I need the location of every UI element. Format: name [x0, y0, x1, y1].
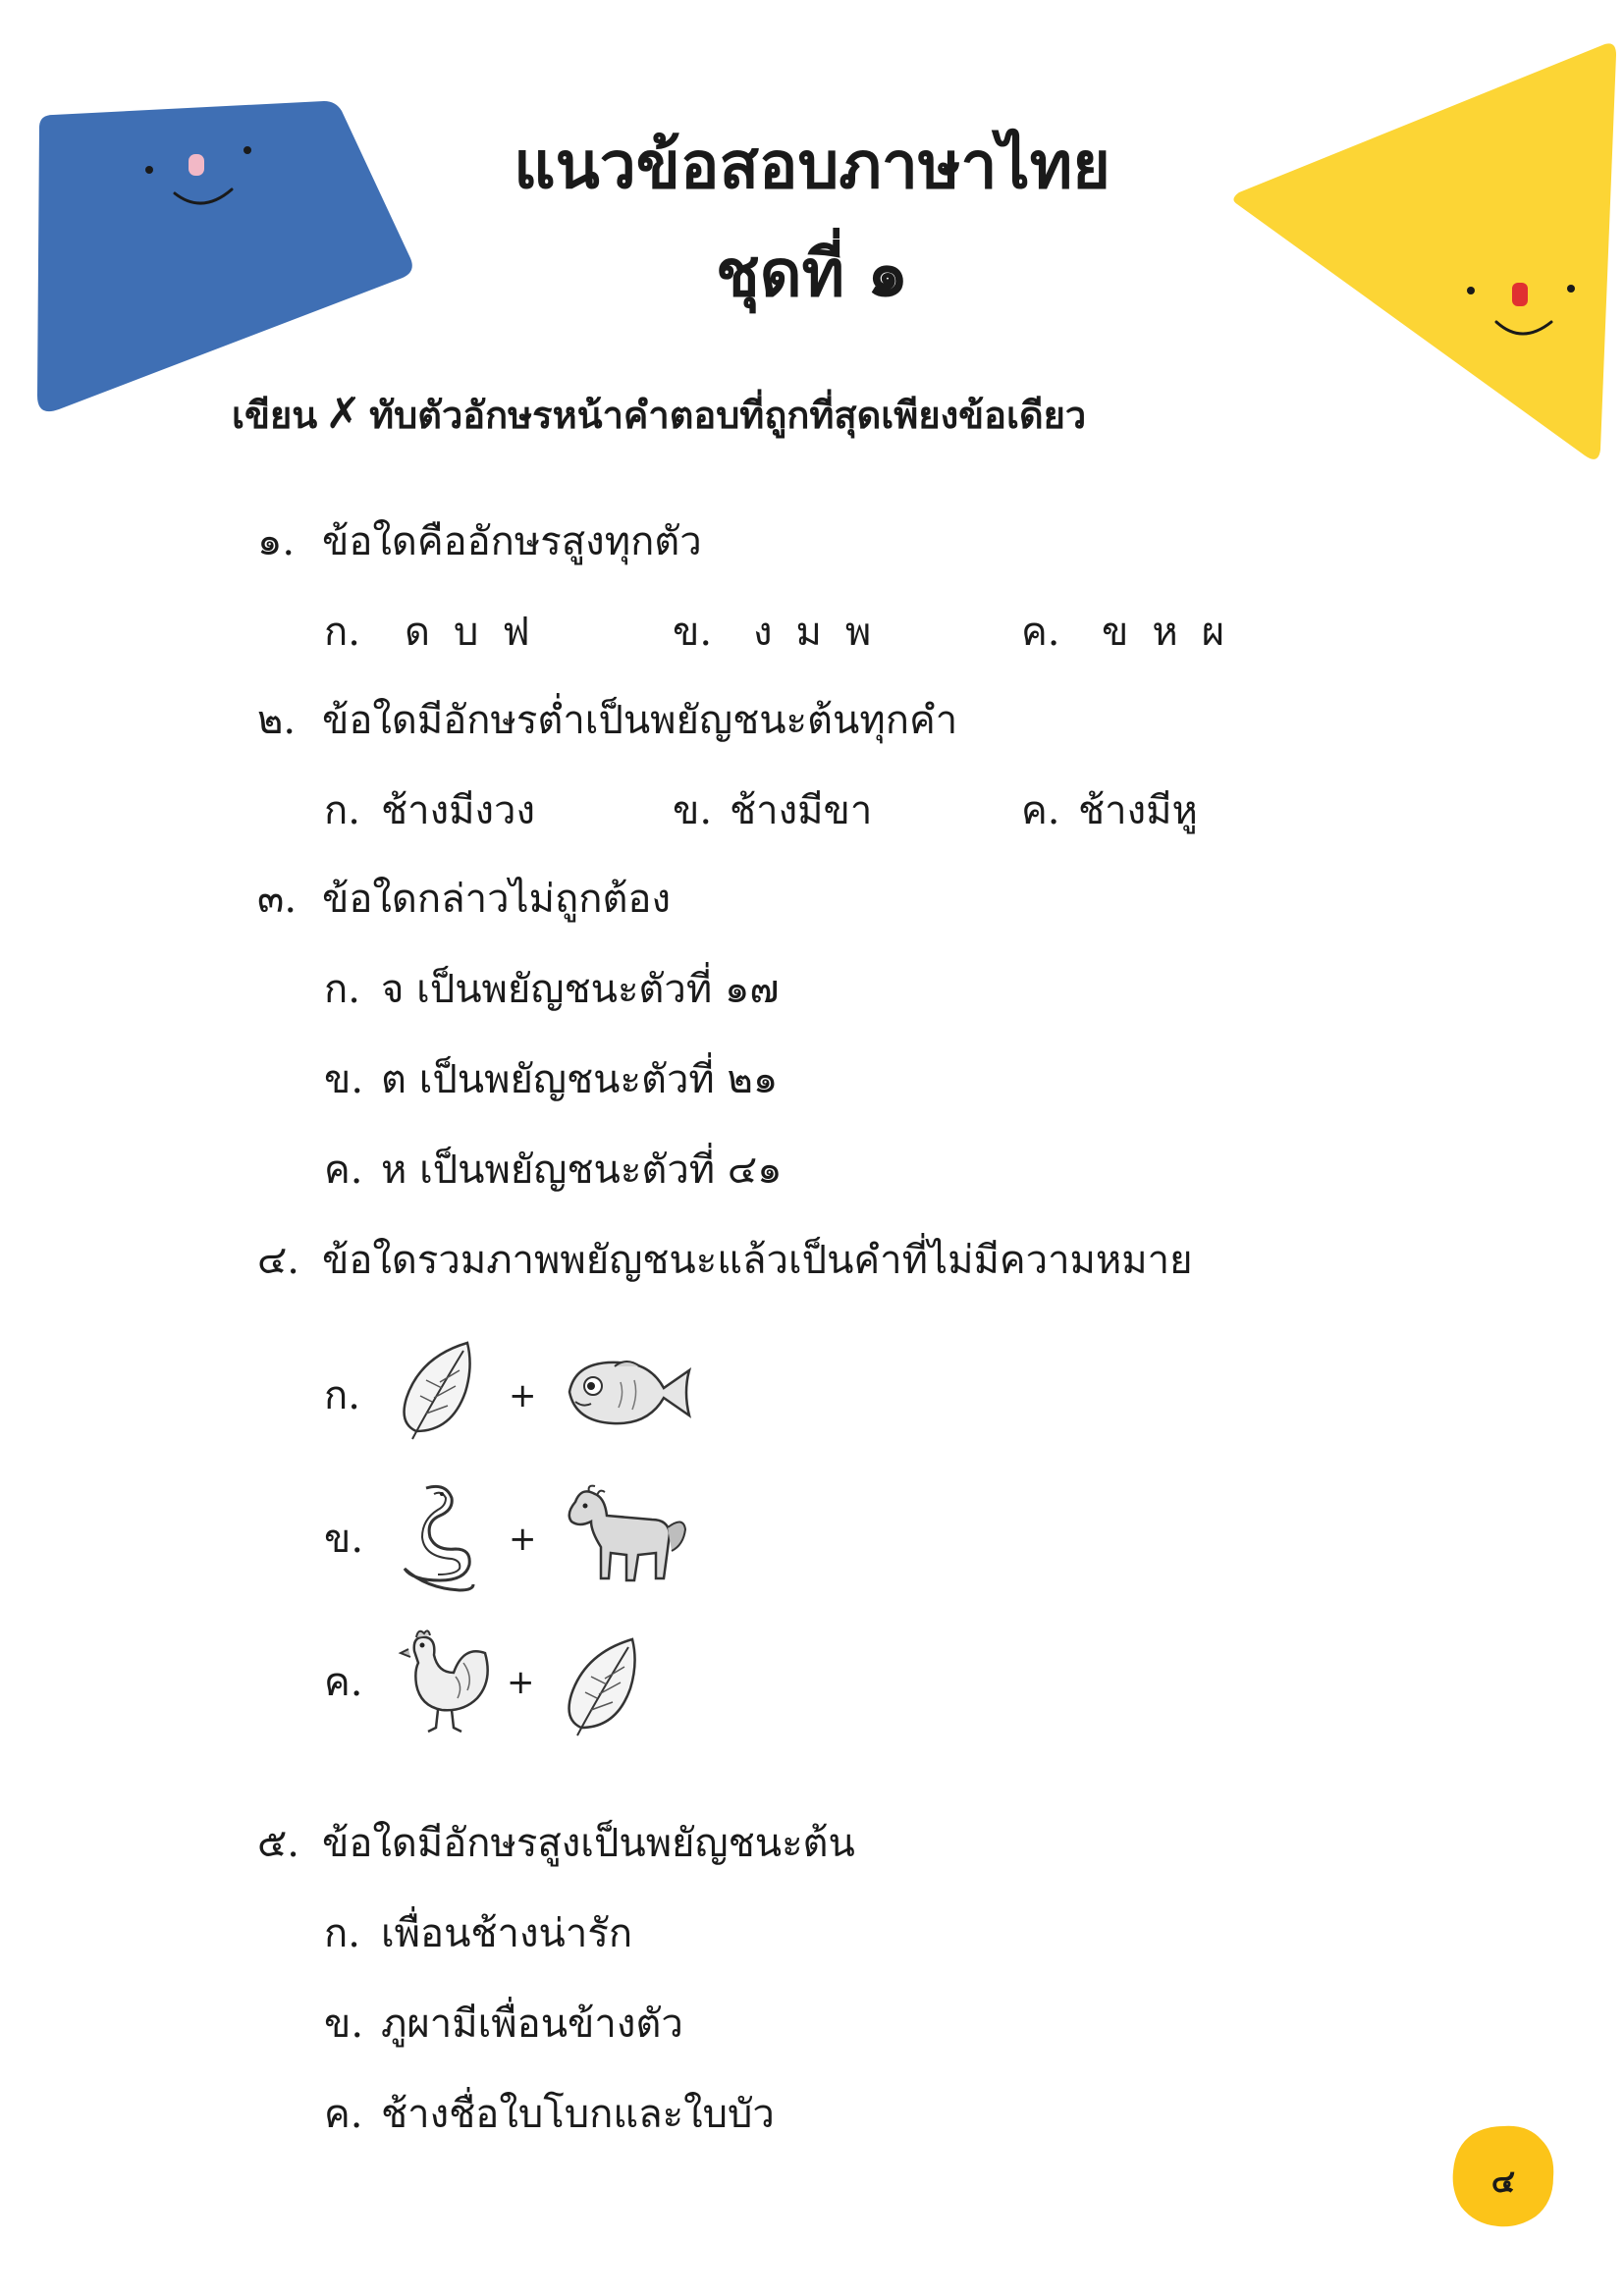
option-letter: ข: [1102, 610, 1129, 655]
option-label: ข.: [324, 2002, 364, 2047]
option-label: ข.: [673, 788, 713, 833]
option-label: ก.: [324, 1373, 360, 1418]
option-letter: พ: [844, 610, 872, 655]
q2-option-a[interactable]: [324, 788, 536, 833]
q1-option-b[interactable]: [673, 610, 894, 655]
question-text: ข้อใดรวมภาพพยัญชนะแล้วเป็นคำที่ไม่มีความหมาย: [322, 1238, 1193, 1283]
option-text: ช้างมีงวง: [381, 788, 536, 833]
option-text: ต เป็นพยัญชนะตัวที่ ๒๑: [381, 1057, 779, 1102]
option-label: ก.: [324, 788, 360, 833]
option-text: ช้างมีหู: [1078, 788, 1198, 833]
q2-option-b[interactable]: [673, 788, 873, 833]
option-text: ห เป็นพยัญชนะตัวที่ ๔๑: [381, 1148, 783, 1193]
question-text: ข้อใดคืออักษรสูงทุกตัว: [322, 519, 702, 564]
q4-option-a[interactable]: [324, 1373, 381, 1418]
page-number: ๔: [1490, 2163, 1516, 2200]
option-text: ช้างมีขา: [730, 788, 873, 833]
cross-mark-icon: ✗: [325, 389, 362, 439]
option-label: ค.: [1021, 610, 1060, 655]
q5-option-c[interactable]: [324, 2092, 775, 2137]
question-5: [257, 1821, 855, 1866]
question-3: [257, 877, 671, 922]
question-4: [257, 1238, 1193, 1283]
option-text: เพื่อนช้างน่ารัก: [381, 1911, 633, 1956]
option-label: ค.: [1021, 788, 1060, 833]
instruction-prefix: เขียน: [232, 393, 318, 437]
question-number: ๕.: [257, 1821, 299, 1866]
option-label: ข.: [324, 1517, 364, 1562]
q3-option-b[interactable]: [324, 1057, 779, 1102]
question-1: [257, 519, 702, 564]
leaf-icon: [556, 1633, 644, 1743]
instruction: [232, 385, 1086, 445]
option-letter: ด: [405, 610, 430, 655]
question-text: ข้อใดกล่าวไม่ถูกต้อง: [322, 877, 671, 922]
question-number: ๔.: [257, 1238, 299, 1283]
option-letter: ห: [1152, 610, 1178, 655]
option-letter: ฟ: [502, 610, 530, 655]
page-subtitle: ชุดที่ ๑: [715, 235, 909, 311]
q1-option-a[interactable]: [324, 610, 554, 655]
question-text: ข้อใดมีอักษรสูงเป็นพยัญชนะต้น: [322, 1821, 855, 1866]
q1-option-c[interactable]: [1021, 610, 1248, 655]
option-text: จ เป็นพยัญชนะตัวที่ ๑๗: [381, 967, 780, 1012]
q4-option-c[interactable]: [324, 1660, 381, 1705]
option-text: ภูผามีเพื่อนข้างตัว: [381, 2002, 683, 2047]
question-number: ๓.: [257, 877, 298, 922]
fish-icon: [562, 1353, 695, 1433]
option-label: ก.: [324, 967, 360, 1012]
option-label: ค.: [324, 1660, 363, 1705]
question-number: ๒.: [257, 698, 297, 743]
q2-option-c[interactable]: [1021, 788, 1198, 833]
question-2: [257, 698, 958, 743]
plus-sign: +: [509, 1520, 537, 1559]
option-letter: ผ: [1201, 610, 1225, 655]
option-label: ข.: [673, 610, 713, 655]
option-label: ก.: [324, 1911, 360, 1956]
plus-sign: +: [509, 1376, 537, 1415]
plus-sign: +: [507, 1663, 535, 1702]
option-letter: ม: [795, 610, 822, 655]
page-title: แนวข้อสอบภาษาไทย: [514, 127, 1110, 203]
chicken-icon: [395, 1626, 493, 1735]
option-label: ก.: [324, 610, 360, 655]
instruction-suffix: ทับตัวอักษรหน้าคำตอบที่ถูกที่สุดเพียงข้อเดียว: [369, 393, 1087, 437]
option-label: ค.: [324, 1148, 363, 1193]
option-label: ค.: [324, 2092, 363, 2137]
option-letter: ง: [753, 610, 773, 655]
option-text: ช้างชื่อใบโบกและใบบัว: [381, 2092, 775, 2137]
snake-icon: [397, 1480, 479, 1596]
option-label: ข.: [324, 1057, 364, 1102]
q5-option-a[interactable]: [324, 1911, 633, 1956]
q3-option-a[interactable]: [324, 967, 780, 1012]
question-text: ข้อใดมีอักษรต่ำเป็นพยัญชนะต้นทุกคำ: [322, 698, 958, 743]
q3-option-c[interactable]: [324, 1148, 783, 1193]
horse-icon: [562, 1482, 689, 1590]
q5-option-b[interactable]: [324, 2002, 683, 2047]
q4-option-b[interactable]: [324, 1517, 381, 1562]
option-letter: บ: [453, 610, 479, 655]
question-number: ๑.: [257, 519, 296, 564]
leaf-icon: [391, 1337, 479, 1447]
